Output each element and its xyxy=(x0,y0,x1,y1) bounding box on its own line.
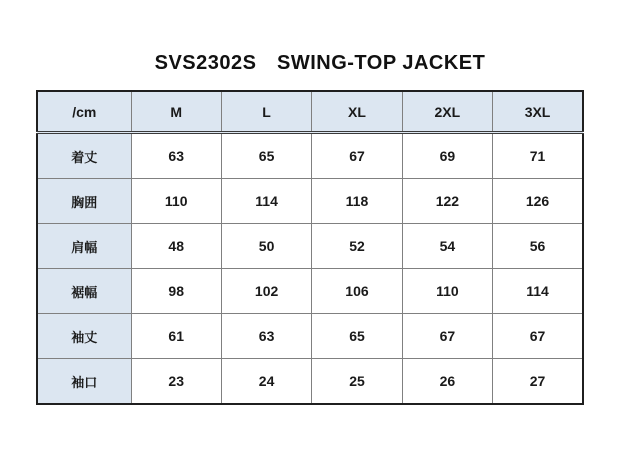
size-value-cell: 110 xyxy=(131,179,221,224)
measurement-label: 裾幅 xyxy=(37,269,131,314)
size-value-cell: 118 xyxy=(312,179,402,224)
table-row-chest xyxy=(37,179,583,224)
size-value-cell: 23 xyxy=(131,359,221,405)
size-column-header-3xl: 3XL xyxy=(493,91,583,133)
size-value-cell: 50 xyxy=(221,224,311,269)
table-row-shoulder xyxy=(37,224,583,269)
size-chart-table xyxy=(36,90,584,405)
size-value-cell: 24 xyxy=(221,359,311,405)
size-value-cell: 65 xyxy=(221,133,311,179)
size-value-cell: 26 xyxy=(402,359,492,405)
size-value-cell: 27 xyxy=(493,359,583,405)
measurement-label: 肩幅 xyxy=(37,224,131,269)
size-value-cell: 63 xyxy=(221,314,311,359)
table-row-cuff xyxy=(37,359,583,405)
size-value-cell: 25 xyxy=(312,359,402,405)
size-value-cell: 71 xyxy=(493,133,583,179)
size-value-cell: 114 xyxy=(221,179,311,224)
measurement-label: 着丈 xyxy=(37,133,131,179)
size-value-cell: 67 xyxy=(402,314,492,359)
size-value-cell: 54 xyxy=(402,224,492,269)
size-value-cell: 48 xyxy=(131,224,221,269)
size-value-cell: 67 xyxy=(493,314,583,359)
size-value-cell: 65 xyxy=(312,314,402,359)
size-column-header-xl: XL xyxy=(312,91,402,133)
size-value-cell: 110 xyxy=(402,269,492,314)
header-row xyxy=(37,91,583,133)
size-value-cell: 67 xyxy=(312,133,402,179)
table-row-length xyxy=(37,133,583,179)
table-row-sleeve-length xyxy=(37,314,583,359)
size-value-cell: 102 xyxy=(221,269,311,314)
size-value-cell: 69 xyxy=(402,133,492,179)
page-title: SVS2302S SWING-TOP JACKET xyxy=(154,52,486,74)
size-value-cell: 63 xyxy=(131,133,221,179)
size-value-cell: 106 xyxy=(312,269,402,314)
size-value-cell: 61 xyxy=(131,314,221,359)
size-column-header-2xl: 2XL xyxy=(402,91,492,133)
table-row-hem xyxy=(37,269,583,314)
unit-header-cell: /cm xyxy=(37,91,131,133)
measurement-label: 袖口 xyxy=(37,359,131,405)
size-column-header-l: L xyxy=(221,91,311,133)
size-value-cell: 114 xyxy=(493,269,583,314)
size-value-cell: 98 xyxy=(131,269,221,314)
size-value-cell: 126 xyxy=(493,179,583,224)
size-column-header-m: M xyxy=(131,91,221,133)
size-value-cell: 122 xyxy=(402,179,492,224)
size-value-cell: 56 xyxy=(493,224,583,269)
measurement-label: 胸囲 xyxy=(37,179,131,224)
size-value-cell: 52 xyxy=(312,224,402,269)
measurement-label: 袖丈 xyxy=(37,314,131,359)
